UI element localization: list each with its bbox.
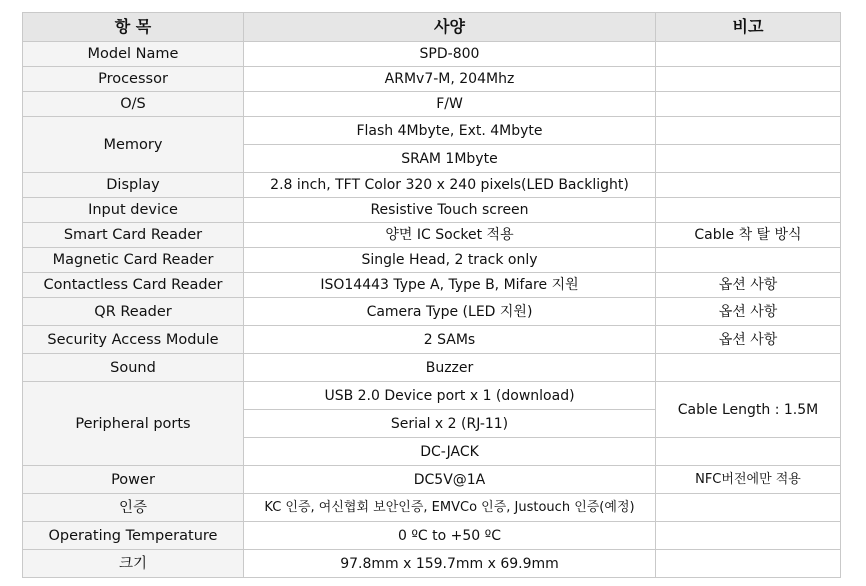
note-cell: Cable Length : 1.5M: [656, 382, 841, 438]
table-row-input: [23, 198, 841, 223]
spec-cell: Single Head, 2 track only: [244, 248, 656, 273]
table-row-power: [23, 466, 841, 494]
note-cell: [656, 92, 841, 117]
item-cell: 크기: [23, 550, 244, 578]
table-row-size: [23, 550, 841, 578]
spec-cell: Flash 4Mbyte, Ext. 4Mbyte: [244, 117, 656, 145]
header-spec: 사양: [244, 13, 656, 42]
spec-cell: 양면 IC Socket 적용: [244, 223, 656, 248]
spec-cell: SRAM 1Mbyte: [244, 145, 656, 173]
header-row: [23, 13, 841, 42]
note-cell: 옵션 사항: [656, 273, 841, 298]
table-row-os: [23, 92, 841, 117]
item-cell: Model Name: [23, 42, 244, 67]
spec-cell: Camera Type (LED 지원): [244, 298, 656, 326]
note-cell: [656, 198, 841, 223]
item-cell: Sound: [23, 354, 244, 382]
item-cell: Display: [23, 173, 244, 198]
table-row-peripheral: [23, 382, 841, 410]
spec-cell: 97.8mm x 159.7mm x 69.9mm: [244, 550, 656, 578]
note-cell: [656, 145, 841, 173]
note-cell: [656, 67, 841, 92]
item-cell: Operating Temperature: [23, 522, 244, 550]
table-row-sam: [23, 326, 841, 354]
item-cell: O/S: [23, 92, 244, 117]
table-row-memory: [23, 117, 841, 145]
item-cell: Input device: [23, 198, 244, 223]
note-cell: Cable 착 탈 방식: [656, 223, 841, 248]
item-cell: Magnetic Card Reader: [23, 248, 244, 273]
note-cell: [656, 117, 841, 145]
note-cell: [656, 522, 841, 550]
table-row-model: [23, 42, 841, 67]
table-row-temp: [23, 522, 841, 550]
note-cell: 옵션 사항: [656, 298, 841, 326]
item-cell: QR Reader: [23, 298, 244, 326]
item-cell: 인증: [23, 494, 244, 522]
note-cell: [656, 248, 841, 273]
note-cell: [656, 494, 841, 522]
spec-cell: ISO14443 Type A, Type B, Mifare 지원: [244, 273, 656, 298]
spec-cell: SPD-800: [244, 42, 656, 67]
note-cell: 옵션 사항: [656, 326, 841, 354]
table-row-qr: [23, 298, 841, 326]
spec-cell: DC-JACK: [244, 438, 656, 466]
spec-cell: ARMv7-M, 204Mhz: [244, 67, 656, 92]
item-cell: Security Access Module: [23, 326, 244, 354]
header-item: 항 목: [23, 13, 244, 42]
table-row-sound: [23, 354, 841, 382]
note-cell: [656, 173, 841, 198]
spec-cell: F/W: [244, 92, 656, 117]
table-row-processor: [23, 67, 841, 92]
item-cell: Smart Card Reader: [23, 223, 244, 248]
spec-cell: 2 SAMs: [244, 326, 656, 354]
table-row-contactless: [23, 273, 841, 298]
table-row-magnetic: [23, 248, 841, 273]
spec-cell: 2.8 inch, TFT Color 320 x 240 pixels(LED Backlight): [244, 173, 656, 198]
note-cell: [656, 438, 841, 466]
spec-cell: USB 2.0 Device port x 1 (download): [244, 382, 656, 410]
table-row-smartcard: [23, 223, 841, 248]
table-row-display: [23, 173, 841, 198]
spec-cell: Buzzer: [244, 354, 656, 382]
item-cell: Power: [23, 466, 244, 494]
item-cell: Contactless Card Reader: [23, 273, 244, 298]
spec-cell: DC5V@1A: [244, 466, 656, 494]
spec-cell: 0 ºC to +50 ºC: [244, 522, 656, 550]
note-cell: [656, 354, 841, 382]
note-cell: [656, 550, 841, 578]
spec-cell: Resistive Touch screen: [244, 198, 656, 223]
note-cell: NFC버전에만 적용: [656, 466, 841, 494]
spec-table: [22, 12, 841, 578]
item-cell: Peripheral ports: [23, 382, 244, 466]
spec-cell: Serial x 2 (RJ-11): [244, 410, 656, 438]
header-note: 비고: [656, 13, 841, 42]
table-row-cert: [23, 494, 841, 522]
spec-cell: KC 인증, 여신협회 보안인증, EMVCo 인증, Justouch 인증(예정): [244, 494, 656, 522]
item-cell: Processor: [23, 67, 244, 92]
note-cell: [656, 42, 841, 67]
item-cell: Memory: [23, 117, 244, 173]
